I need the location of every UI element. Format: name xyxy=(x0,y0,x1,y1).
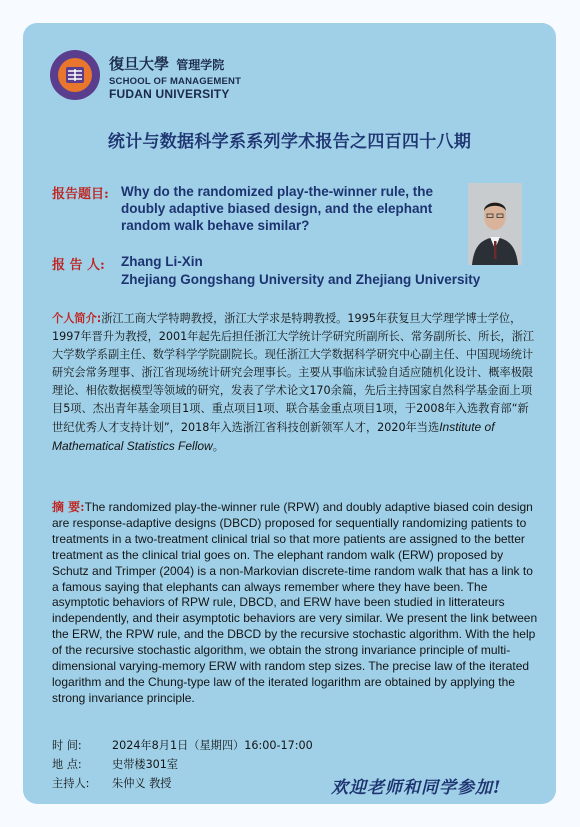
logo-school-en: SCHOOL OF MANAGEMENT xyxy=(109,76,242,87)
event-place xyxy=(52,756,178,772)
speaker-affiliation: Zhejiang Gongshang University and Zhejiang University xyxy=(121,272,481,287)
logo-university-en: FUDAN UNIVERSITY xyxy=(109,87,230,101)
time-label: 时 间: xyxy=(52,739,82,752)
host-value: 朱仲义 教授 xyxy=(112,777,172,790)
time-value: 2024年8月1日（星期四）16:00-17:00 xyxy=(112,739,313,752)
abstract-label: 摘 要: xyxy=(52,500,85,514)
poster-card xyxy=(23,23,556,804)
speaker-bio xyxy=(52,310,537,456)
place-label: 地 点: xyxy=(52,758,82,771)
logo-university-cn: 復旦大學 xyxy=(109,55,170,73)
page-title: 统计与数据科学系系列学术报告之四百四十八期 xyxy=(107,132,472,152)
abstract xyxy=(52,500,539,707)
speaker-portrait-icon xyxy=(468,183,522,265)
talk-title-label: 报告题目: xyxy=(52,187,109,202)
event-time xyxy=(52,737,313,753)
bio-fellowship: Institute of Mathematical Statistics Fellow xyxy=(52,420,495,453)
talk-title: Why do the randomized play-the-winner rule, the doubly adaptive biased design, and the elephant random walk behave similar? xyxy=(121,184,434,233)
logo-school-cn: 管理学院 xyxy=(176,58,225,72)
event-host xyxy=(52,775,172,791)
host-label: 主持人: xyxy=(52,777,90,790)
welcome-message: 欢迎老师和同学参加! xyxy=(331,778,502,798)
place-value: 史带楼301室 xyxy=(112,758,179,771)
bio-end: 。 xyxy=(212,440,224,453)
bio-label: 个人简介: xyxy=(52,312,102,325)
fudan-logo-icon xyxy=(49,49,101,101)
speaker-name: Zhang Li-Xin xyxy=(121,254,203,269)
logo-chinese-name xyxy=(109,53,224,74)
speaker-photo xyxy=(468,183,522,265)
abstract-text: The randomized play-the-winner rule (RPW) and doubly adaptive biased coin design are response-adaptive designs (DBCD) proposed for sequentially randomizing patients to treatments in a two-treatment clinical trial so that more patients are assigned to the better treatment as the clinical trial goes on. The elephant random walk (ERW) proposed by Schutz and Trimper (2004) is a non-Markovian discrete-time random walk that has a link to a famous saying that elephants can always remember where they have been. The asymptotic behaviors of RPW rule, DBCD, and ERW have been studied in litterateurs independently, and their asymptotic behaviors are very similar. We present the link between the ERW, the RPW rule, and the DBCD by the recursive stochastic algorithm. With the help of the recursive stochastic algorithm, we obtain the strong invariance principle of multi-dimensional varying-memory ERW with random step sizes. The precise law of the iterated logarithm and the Chung-type law of the iterated logarithm are obtained by applying the strong invariance principle. xyxy=(52,500,538,705)
speaker-label: 报 告 人: xyxy=(52,258,105,273)
bio-text: 浙江工商大学特聘教授，浙江大学求是特聘教授。1995年获复旦大学理学博士学位，1997年晋升为教授，2001年起先后担任浙江大学统计学研究所副所长、常务副所长、所长，浙江大学数学系副主任、数学科学学院副院长。现任浙江大学数据科学研究中心副主任、中国现场统计研究会常务理事、浙江省现场统计研究会理事长。主要从事临床试验自适应随机化设计、概率极限理论、相依数据模型等领域的研究，发表了学术论文170余篇，先后主持国家自然科学基金面上项目5项、杰出青年基金项目1项、重点项目1项、联合基金重点项目1项，于2008年入选教育部“新世纪优秀人才支持计划”，2018年入选浙江省科技创新领军人才，2020年当选 xyxy=(52,312,535,434)
